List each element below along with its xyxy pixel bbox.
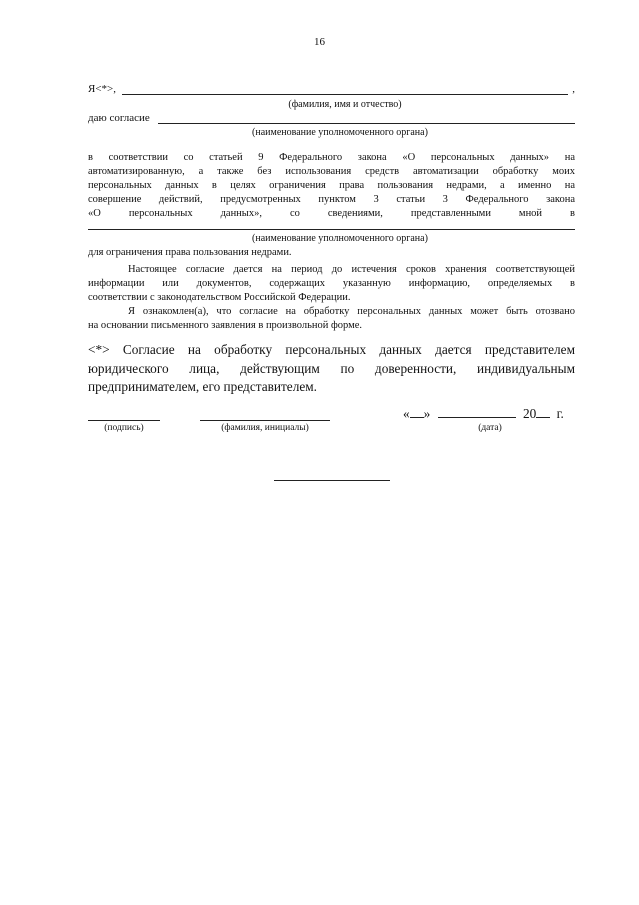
date-open-quote: « <box>403 406 410 421</box>
date-close-quote: » <box>423 406 431 421</box>
date-day-field[interactable] <box>410 405 424 418</box>
authority-field[interactable] <box>88 229 575 230</box>
consent-paragraph-line: в соответствии со статьей 9 Федерального закона «О персональных данных» на <box>88 152 575 163</box>
date-month-field[interactable] <box>438 405 516 418</box>
date-year-field[interactable] <box>536 405 550 418</box>
consent-paragraph-line: автоматизированную, а также без использования средств автоматизации обработку моих <box>88 166 575 177</box>
consent-authority-field[interactable] <box>158 123 575 124</box>
consent-prefix: даю согласие <box>88 112 150 124</box>
footnote-line: <*> Согласие на обработку персональных данных дается представителем <box>88 342 575 357</box>
withdrawal-paragraph-line: Я ознакомлен(а), что согласие на обработку персональных данных может быть отозвано <box>128 306 575 317</box>
footnote <box>88 341 575 397</box>
withdrawal-paragraph <box>88 305 575 333</box>
closing-separator <box>274 480 390 481</box>
consent-paragraph-line: персональных данных в целях ограничения права пользования недрами, а именно на <box>88 180 575 191</box>
restriction-purpose: для ограничения права пользования недрами. <box>88 247 292 258</box>
name-initials-caption: (фамилия, инициалы) <box>221 423 309 433</box>
consent-authority-hint: (наименование уполномоченного органа) <box>252 127 428 138</box>
date-field <box>403 405 564 422</box>
validity-paragraph-line: информации или документов, содержащих указанную информацию, определяемых в <box>88 278 575 289</box>
footnote-line: юридического лица, действующим по доверенности, индивидуальным <box>88 360 575 376</box>
consent-paragraph-line: «О персональных данных», со сведениями, представленными мной в <box>88 208 575 219</box>
full-name-line <box>88 83 575 97</box>
validity-paragraph <box>88 263 575 305</box>
page-number: 16 <box>314 36 325 48</box>
signature-caption: (подпись) <box>104 423 144 433</box>
date-year-suffix: г. <box>556 406 564 421</box>
full-name-hint: (фамилия, имя и отчество) <box>288 99 402 110</box>
withdrawal-paragraph-line: на основании письменного заявления в произвольной форме. <box>88 320 363 331</box>
consent-authority-line <box>88 112 575 126</box>
validity-paragraph-line: соответствии с законодательством Российской Федерации. <box>88 292 351 303</box>
date-year-prefix: 20 <box>522 406 537 421</box>
full-name-suffix: , <box>572 83 575 95</box>
name-initials-field[interactable] <box>200 420 330 421</box>
consent-paragraph <box>88 151 575 221</box>
consent-paragraph-line: совершение действий, предусмотренных пунктом 3 статьи 3 Федерального закона <box>88 194 575 205</box>
validity-paragraph-line: Настоящее согласие дается на период до истечения сроков хранения соответствующей <box>128 264 575 275</box>
full-name-field[interactable] <box>122 94 568 95</box>
full-name-prefix: Я<*>, <box>88 83 116 95</box>
signature-field[interactable] <box>88 420 160 421</box>
date-caption: (дата) <box>478 423 502 433</box>
authority-hint: (наименование уполномоченного органа) <box>252 233 428 244</box>
footnote-line: предпринимателем, его представителем. <box>88 379 317 394</box>
